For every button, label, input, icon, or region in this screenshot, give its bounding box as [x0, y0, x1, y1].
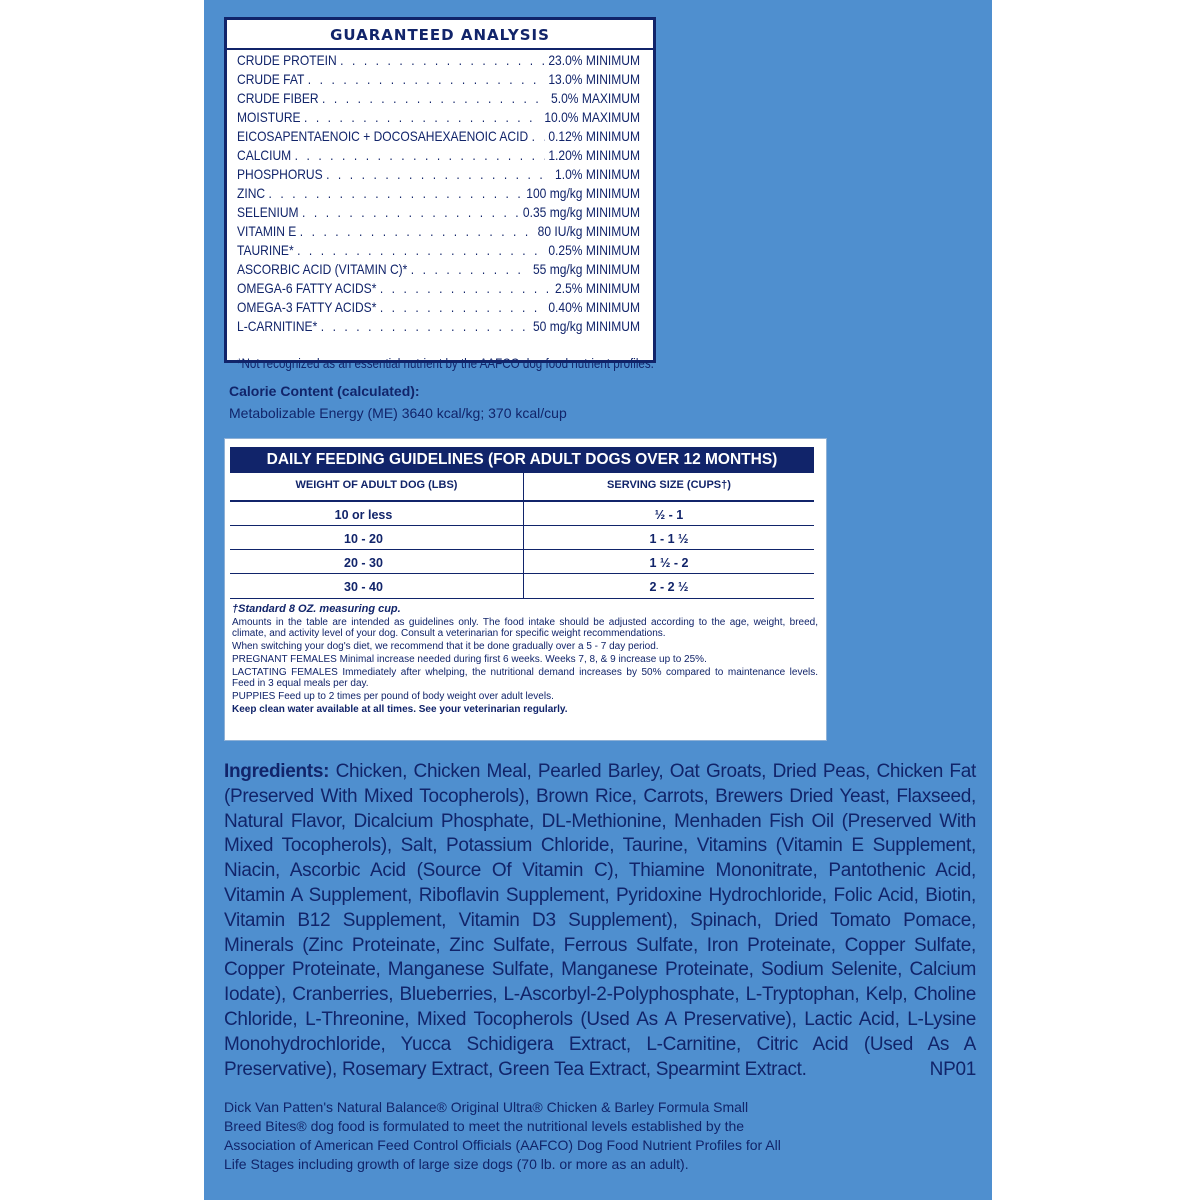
nutrient-value: 0.12% MINIMUM — [548, 128, 641, 144]
feeding-note: Amounts in the table are intended as guidelines only. The food intake should be adjusted according to the age, weight, breed, climate, and activity level of your dog. Consult a veterinarian for specific weight recommendations. — [232, 617, 818, 639]
analysis-row — [237, 52, 640, 71]
table-row — [230, 551, 814, 574]
analysis-row — [237, 71, 640, 90]
table-row — [230, 527, 814, 550]
nutrient-name: TAURINE* — [237, 242, 294, 258]
divider — [227, 48, 653, 50]
guaranteed-analysis-title: GUARANTEED ANALYSIS — [330, 26, 550, 44]
nutrient-name: CRUDE FAT — [237, 71, 305, 87]
nutrient-name: VITAMIN E — [237, 223, 297, 239]
product-code: NP01 — [929, 1058, 976, 1080]
feeding-table — [230, 473, 814, 599]
ingredients-label: Ingredients: — [224, 761, 330, 782]
analysis-row — [237, 166, 640, 185]
row-divider — [230, 573, 814, 574]
dot-leader — [297, 242, 545, 258]
analysis-row — [237, 185, 640, 204]
dot-leader — [304, 109, 541, 125]
nutrient-value: 0.40% MINIMUM — [548, 299, 641, 315]
calorie-content-title: Calorie Content (calculated): — [229, 383, 420, 399]
weight-cell: 10 - 20 — [344, 532, 383, 546]
nutrient-value: 10.0% MAXIMUM — [544, 109, 641, 125]
nutrient-name: SELENIUM — [237, 204, 299, 220]
column-header-weight: WEIGHT OF ADULT DOG (LBS) — [295, 479, 458, 491]
nutrient-value: 2.5% MINIMUM — [555, 280, 641, 296]
feeding-guidelines-title: DAILY FEEDING GUIDELINES (FOR ADULT DOGS OVER 12 MONTHS) — [230, 447, 814, 473]
dot-leader — [321, 318, 530, 334]
analysis-row — [237, 280, 640, 299]
dot-leader — [269, 185, 523, 201]
dot-leader — [302, 204, 519, 220]
feeding-guidelines-box — [224, 438, 827, 741]
weight-cell: 30 - 40 — [344, 580, 383, 594]
serving-cell: ½ - 1 — [654, 508, 684, 522]
nutrient-value: 55 mg/kg MINIMUM — [532, 261, 641, 277]
weight-cell: 10 or less — [334, 508, 393, 522]
nutrient-name: CRUDE FIBER — [237, 90, 319, 106]
row-divider — [230, 549, 814, 550]
header-divider — [230, 500, 814, 502]
analysis-row — [237, 109, 640, 128]
analysis-row — [237, 128, 640, 147]
analysis-row — [237, 242, 640, 261]
nutrient-name: EICOSAPENTAENOIC + DOCOSAHEXAENOIC ACID — [237, 128, 529, 144]
feeding-notes — [232, 603, 818, 717]
nutrient-value: 1.0% MINIMUM — [555, 166, 641, 182]
ingredients-list: Chicken, Chicken Meal, Pearled Barley, Oat Groats, Dried Peas, Chicken Fat (Preserved With Mixed Tocopherols), Brown Rice, Carrots, Brewers Dried Yeast, Flaxseed, Natural Flavor, Dicalcium Phosphate, DL-Methionine, Menhaden Fish Oil (Preserved With Mixed Tocopherols), Salt, Potassium Chloride, Taurine, Vitamins (Vitamin E Supplement, Niacin, Ascorbic Acid (Source Of Vitamin C), Thiamine Mononitrate, Pantothenic Acid, Vitamin A Supplement, Riboflavin Supplement, Pyridoxine Hydrochloride, Folic Acid, Biotin, Vitamin B12 Supplement, Vitamin D3 Supplement), Spinach, Dried Tomato Pomace, Minerals (Zinc Proteinate, Zinc Sulfate, Ferrous Sulfate, Iron Proteinate, Copper Sulfate, Copper Proteinate, Manganese Sulfate, Manganese Proteinate, Sodium Selenite, Calcium Iodate), Cranberries, Blueberries, L-Ascorbyl-2-Polyphosphate, L-Tryptophan, Kelp, Choline Chloride, L-Threonine, Mixed Tocopherols (Used As A Preservative), Lactic Acid, L-Lysine Monohydrochloride, Yucca Schidigera Extract, L-Carnitine, Citric Acid (Used As A Preservative), Rosemary Extract, Green Tea Extract, Spearmint Extract. — [224, 761, 976, 1080]
nutrient-value: 1.20% MINIMUM — [548, 147, 641, 163]
dot-leader — [300, 223, 534, 239]
nutrient-name: CRUDE PROTEIN — [237, 52, 337, 68]
feeding-note-list — [232, 617, 818, 702]
feeding-note: PREGNANT FEMALES Minimal increase needed during first 6 weeks. Weeks 7, 8, & 9 increase up to 25%. — [232, 654, 707, 665]
nutrient-name: ASCORBIC ACID (VITAMIN C)* — [237, 261, 408, 277]
weight-cell: 20 - 30 — [344, 556, 383, 570]
analysis-row — [237, 223, 640, 242]
guaranteed-analysis-box — [224, 17, 656, 371]
nutrient-value: 100 mg/kg MINIMUM — [526, 185, 641, 201]
dot-leader — [295, 147, 545, 163]
nutrient-name: CALCIUM — [237, 147, 292, 163]
serving-cell: 1 ½ - 2 — [649, 556, 689, 570]
aafco-statement: Dick Van Patten's Natural Balance® Original Ultra® Chicken & Barley Formula Small Breed Bites® dog food is formulated to meet the nutritional levels established by the Association of American Feed Control Officials (AAFCO) Dog Food Nutrient Profiles for All Life Stages including growth of large size dogs (70 lb. or more as an adult). — [224, 1099, 781, 1172]
analysis-row — [237, 204, 640, 223]
analysis-row — [237, 318, 640, 337]
calorie-content-text: Metabolizable Energy (ME) 3640 kcal/kg; 370 kcal/cup — [229, 405, 567, 421]
water-note: Keep clean water available at all times. See your veterinarian regularly. — [232, 704, 568, 715]
standard-cup-note: †Standard 8 OZ. measuring cup. — [232, 603, 401, 615]
nutrient-value: 50 mg/kg MINIMUM — [532, 318, 641, 334]
analysis-row — [237, 147, 640, 166]
feeding-note: PUPPIES Feed up to 2 times per pound of body weight over adult levels. — [232, 691, 554, 702]
row-divider — [230, 525, 814, 526]
analysis-footnote: *Not recognized as an essential nutrient by the AAFCO dog food nutrient profiles. — [237, 356, 654, 371]
feeding-note: LACTATING FEMALES Immediately after whelping, the nutritional demand increases by 50% compared to maintenance levels. Feed in 3 equal meals per day. — [232, 667, 818, 689]
ingredients-paragraph — [224, 760, 976, 1082]
table-row — [230, 503, 814, 526]
column-header-serving: SERVING SIZE (CUPS†) — [607, 479, 731, 491]
nutrient-value: 0.25% MINIMUM — [548, 242, 641, 258]
analysis-row — [237, 261, 640, 280]
nutrient-name: OMEGA-3 FATTY ACIDS* — [237, 299, 377, 315]
dot-leader — [411, 261, 530, 277]
nutrient-name: MOISTURE — [237, 109, 301, 125]
dot-leader — [308, 71, 545, 87]
dot-leader — [326, 166, 552, 182]
nutrient-name: ZINC — [237, 185, 266, 201]
dot-leader — [380, 299, 545, 315]
dot-leader — [322, 90, 548, 106]
dot-leader — [532, 128, 545, 144]
analysis-rows — [237, 52, 641, 337]
table-row — [230, 575, 814, 598]
nutrient-value: 0.35 mg/kg MINIMUM — [522, 204, 641, 220]
nutrient-value: 5.0% MAXIMUM — [551, 90, 641, 106]
analysis-row — [237, 299, 640, 318]
dot-leader — [340, 52, 545, 68]
nutrient-value: 13.0% MINIMUM — [548, 71, 641, 87]
serving-cell: 1 - 1 ½ — [649, 532, 689, 546]
analysis-row — [237, 90, 640, 109]
nutrient-value: 80 IU/kg MINIMUM — [537, 223, 641, 239]
nutrient-value: 23.0% MINIMUM — [548, 52, 641, 68]
feeding-note: When switching your dog's diet, we recommend that it be done gradually over a 5 - 7 day period. — [232, 641, 659, 652]
nutrient-name: OMEGA-6 FATTY ACIDS* — [237, 280, 377, 296]
dot-leader — [380, 280, 552, 296]
nutrient-name: PHOSPHORUS — [237, 166, 323, 182]
serving-cell: 2 - 2 ½ — [649, 580, 689, 594]
nutrient-name: L-CARNITINE* — [237, 318, 318, 334]
